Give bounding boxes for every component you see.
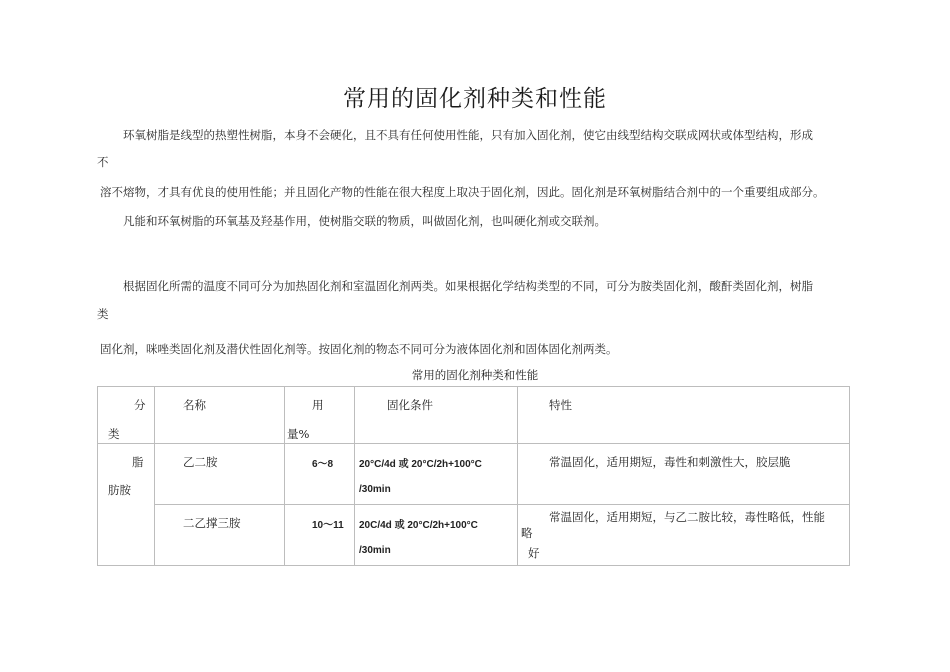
row-1-name-label: 乙二胺 xyxy=(183,455,218,469)
row-1-name xyxy=(155,444,285,505)
header-category-bottom: 类 xyxy=(108,427,120,441)
row-2-condition-line-1: 20C/4d 或 20°C/2h+100°C xyxy=(359,520,478,531)
header-name-label: 名称 xyxy=(183,398,206,412)
row-1-property-line-1: 常温固化，适用期短，毒性和刺激性大，胶层脆 xyxy=(549,455,791,469)
category-top: 脂 xyxy=(132,455,144,469)
row-1-property xyxy=(518,444,850,505)
paragraph-3-line-1: 根据固化所需的温度不同可分为加热固化剂和室温固化剂两类。如果根据化学结构类型的不同，可分为胺类固化剂，酸酐类固化剂，树脂 xyxy=(123,279,813,293)
header-amount-top: 用 xyxy=(312,398,324,412)
row-1-condition-line-1: 20°C/4d 或 20°C/2h+100°C xyxy=(359,459,482,470)
table-header-row xyxy=(98,387,850,444)
paragraph-3-line-3: 固化剂，咪唑类固化剂及潜伏性固化剂等。按固化剂的物态不同可分为液体固化剂和固体固化剂两类。 xyxy=(100,342,618,356)
row-2-property-line-2: 略 xyxy=(521,526,533,540)
row-1-amount-value: 6～8 xyxy=(312,459,334,470)
paragraph-3-line-2: 类 xyxy=(97,307,109,321)
table-row xyxy=(98,444,850,505)
category-cell xyxy=(98,444,155,566)
header-category-top: 分 xyxy=(134,398,146,412)
paragraph-1-line-1: 环氧树脂是线型的热塑性树脂，本身不会硬化，且不具有任何使用性能，只有加入固化剂，使它由线型结构交联成网状或体型结构，形成 xyxy=(123,128,813,142)
header-name xyxy=(155,387,285,444)
header-condition-label: 固化条件 xyxy=(387,398,433,412)
paragraph-1-line-3: 溶不熔物，才具有优良的使用性能；并且固化产物的性能在很大程度上取决于固化剂，因此。固化剂是环氧树脂结合剂中的一个重要组成部分。 xyxy=(100,185,825,199)
paragraph-2: 凡能和环氧树脂的环氧基及羟基作用，使树脂交联的物质，叫做固化剂，也叫硬化剂或交联剂。 xyxy=(123,214,606,228)
header-amount-bottom: 量% xyxy=(287,427,310,441)
table-row xyxy=(98,505,850,566)
row-2-property-line-1: 常温固化，适用期短，与乙二胺比较，毒性略低，性能 xyxy=(549,510,825,524)
header-amount xyxy=(285,387,355,444)
document-title: 常用的固化剂种类和性能 xyxy=(343,86,607,112)
row-1-amount xyxy=(285,444,355,505)
header-condition xyxy=(355,387,518,444)
row-2-property xyxy=(518,505,850,566)
row-2-amount xyxy=(285,505,355,566)
curing-agent-table xyxy=(97,386,850,566)
row-1-condition xyxy=(355,444,518,505)
row-2-property-line-3: 好 xyxy=(528,546,540,560)
header-category xyxy=(98,387,155,444)
paragraph-1-line-2: 不 xyxy=(97,155,109,169)
row-1-condition-line-2: /30min xyxy=(359,484,391,495)
row-2-name-label: 二乙撑三胺 xyxy=(183,516,241,530)
table-caption: 常用的固化剂种类和性能 xyxy=(411,368,539,382)
category-bottom: 肪胺 xyxy=(108,483,131,497)
header-property-label: 特性 xyxy=(549,398,572,412)
header-property xyxy=(518,387,850,444)
row-2-amount-value: 10～11 xyxy=(312,520,344,531)
row-2-condition-line-2: /30min xyxy=(359,545,391,556)
row-2-condition xyxy=(355,505,518,566)
row-2-name xyxy=(155,505,285,566)
